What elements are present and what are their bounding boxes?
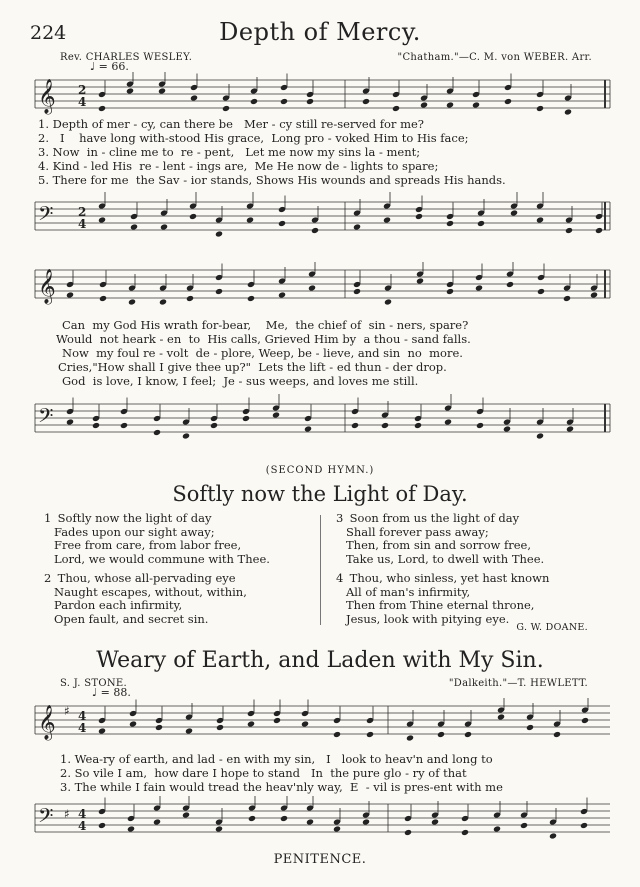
note-head bbox=[590, 291, 598, 298]
verse-line: Soon from us the light of day bbox=[349, 511, 520, 525]
lyric-line: 4. Kind - led His re - lent - ings are, Me He now de - lights to spare; bbox=[38, 159, 439, 173]
note-head bbox=[353, 288, 361, 295]
svg-text:♯: ♯ bbox=[64, 704, 70, 718]
note-head bbox=[351, 422, 359, 429]
svg-text:4: 4 bbox=[78, 709, 87, 723]
note-head bbox=[444, 418, 452, 425]
hymn2-verse-1 bbox=[44, 512, 270, 566]
note-head bbox=[182, 811, 190, 818]
note-head bbox=[278, 291, 286, 298]
note-head bbox=[210, 422, 218, 429]
note-head bbox=[553, 731, 561, 738]
lyric-line: 5. There for me the Sav - ior stands, Shows His wounds and spreads His hands. bbox=[38, 173, 506, 187]
note-head bbox=[248, 815, 256, 822]
note-head bbox=[280, 815, 288, 822]
svg-text:𝄢: 𝄢 bbox=[38, 404, 54, 432]
note-head bbox=[160, 223, 168, 230]
note-head bbox=[247, 295, 255, 302]
note-head bbox=[306, 98, 314, 105]
page-number: 224 bbox=[30, 22, 67, 44]
lyric-line: 2. I have long with-stood His grace, Long pro - voked Him to His face; bbox=[38, 131, 469, 145]
note-head bbox=[520, 822, 528, 829]
note-head bbox=[98, 216, 106, 223]
svg-text:4: 4 bbox=[78, 217, 87, 231]
note-head bbox=[222, 105, 230, 112]
verse-line: Open fault, and secret sin. bbox=[54, 611, 209, 626]
note-head bbox=[581, 717, 589, 724]
note-head bbox=[493, 825, 501, 832]
note-head bbox=[215, 288, 223, 295]
lyric-line: 1. Depth of mer - cy, can there be Mer - cy still re-served for me? bbox=[38, 117, 424, 131]
note-head bbox=[366, 731, 374, 738]
hymn2-verse-2 bbox=[44, 572, 270, 626]
lyric-line: 2. So vile I am, how dare I hope to stand In the pure glo - ry of that bbox=[60, 766, 467, 780]
hymn1-tempo: ♩ = 66. bbox=[90, 60, 129, 73]
hymn3-treble-staff bbox=[30, 698, 615, 746]
note-head bbox=[353, 223, 361, 230]
verse-line: Then, from sin and sorrow free, bbox=[346, 538, 532, 552]
note-head bbox=[384, 298, 392, 305]
lyric-line: Can my God His wrath for-bear, Me, the chief of sin - ners, spare? bbox=[62, 318, 469, 332]
note-head bbox=[301, 720, 309, 727]
note-head bbox=[437, 731, 445, 738]
note-head bbox=[159, 298, 167, 305]
verse-line: Then from Thine eternal throne, bbox=[346, 598, 535, 612]
verse-line: Lord, we would commune with Thee. bbox=[54, 551, 270, 566]
lyric-line: 3. Now in - cline me to re - pent, Let me now my sins la - ment; bbox=[38, 145, 421, 159]
note-head bbox=[66, 291, 74, 298]
note-head bbox=[333, 731, 341, 738]
svg-text:2: 2 bbox=[78, 205, 87, 219]
svg-text:𝄞: 𝄞 bbox=[38, 269, 56, 304]
note-head bbox=[278, 220, 286, 227]
note-head bbox=[566, 425, 574, 432]
svg-text:4: 4 bbox=[78, 807, 87, 821]
note-head bbox=[215, 230, 223, 237]
second-hymn-label: (SECOND HYMN.) bbox=[265, 465, 375, 476]
svg-text:2: 2 bbox=[78, 83, 87, 97]
note-head bbox=[414, 422, 422, 429]
verse-line: Thou, who sinless, yet hast known bbox=[349, 571, 550, 585]
hymn1-bass-staff-1 bbox=[30, 190, 615, 242]
hymn2-title: Softly now the Light of Day. bbox=[172, 482, 468, 506]
note-head bbox=[475, 284, 483, 291]
lyric-line: Would not heark - en to His calls, Grieved Him by a thou - sand falls. bbox=[56, 332, 471, 346]
note-head bbox=[308, 284, 316, 291]
hymn1-author: Rev. CHARLES WESLEY. bbox=[60, 52, 193, 63]
verse-number: 1 bbox=[44, 511, 52, 525]
hymn1-tune: "Chatham."—C. M. von WEBER. Arr. bbox=[397, 52, 592, 63]
note-head bbox=[504, 98, 512, 105]
note-head bbox=[98, 105, 106, 112]
svg-text:𝄞: 𝄞 bbox=[38, 705, 56, 740]
note-head bbox=[98, 822, 106, 829]
hymn3-title: Weary of Earth, and Laden with My Sin. bbox=[96, 648, 544, 673]
note-head bbox=[362, 98, 370, 105]
note-head bbox=[497, 713, 505, 720]
note-head bbox=[92, 422, 100, 429]
note-head bbox=[99, 295, 107, 302]
svg-text:4: 4 bbox=[78, 819, 87, 833]
note-head bbox=[130, 223, 138, 230]
note-head bbox=[126, 87, 134, 94]
svg-text:𝄞: 𝄞 bbox=[38, 79, 56, 114]
hymn3-tune: "Dalkeith."—T. HEWLETT. bbox=[448, 678, 588, 689]
note-head bbox=[595, 227, 603, 234]
note-head bbox=[549, 832, 557, 839]
hymn1-bass-staff-2 bbox=[30, 390, 615, 446]
lyric-line: 1. Wea-ry of earth, and lad - en with my sin, I look to heav'n and long to bbox=[60, 752, 493, 766]
note-head bbox=[580, 822, 588, 829]
hymn3-bass-staff bbox=[30, 796, 615, 844]
note-head bbox=[506, 281, 514, 288]
verse-line: Shall forever pass away; bbox=[346, 524, 489, 539]
note-head bbox=[406, 734, 414, 741]
note-head bbox=[190, 94, 198, 101]
note-head bbox=[182, 432, 190, 439]
note-head bbox=[362, 818, 370, 825]
note-head bbox=[98, 727, 106, 734]
note-head bbox=[537, 288, 545, 295]
hymn3-tempo: ♩ = 88. bbox=[92, 686, 131, 699]
verse-number: 2 bbox=[44, 571, 52, 585]
verse-line: Pardon each infirmity, bbox=[54, 598, 183, 612]
note-head bbox=[215, 825, 223, 832]
verse-number: 4 bbox=[336, 571, 344, 585]
note-head bbox=[128, 298, 136, 305]
verse-line: Softly now the light of day bbox=[57, 511, 212, 525]
note-head bbox=[189, 213, 197, 220]
svg-text:4: 4 bbox=[78, 721, 87, 735]
note-head bbox=[250, 98, 258, 105]
note-head bbox=[564, 108, 572, 115]
column-divider bbox=[320, 515, 321, 625]
lyric-line: Now my foul re - volt de - plore, Weep, be - lieve, and sin no more. bbox=[62, 346, 463, 360]
note-head bbox=[477, 220, 485, 227]
hymn1-treble-staff-1 bbox=[30, 72, 615, 118]
hymn2-author: G. W. DOANE. bbox=[516, 622, 588, 633]
verse-line: Naught escapes, without, within, bbox=[54, 584, 247, 599]
note-head bbox=[155, 724, 163, 731]
lyric-line: 3. The while I fain would tread the heav'nly way, E - vil is pres-ent with me bbox=[60, 780, 503, 794]
hymn3-author: S. J. STONE. bbox=[60, 678, 127, 689]
note-head bbox=[153, 429, 161, 436]
svg-text:𝄢: 𝄢 bbox=[38, 202, 54, 230]
note-head bbox=[333, 825, 341, 832]
note-head bbox=[565, 227, 573, 234]
verse-line: Thou, whose all-pervading eye bbox=[57, 571, 236, 585]
svg-text:♯: ♯ bbox=[64, 807, 70, 821]
note-head bbox=[280, 98, 288, 105]
footer-category: PENITENCE. bbox=[273, 852, 367, 867]
note-head bbox=[536, 432, 544, 439]
note-head bbox=[120, 422, 128, 429]
note-head bbox=[304, 425, 312, 432]
hymn2-verse-3 bbox=[336, 512, 549, 566]
note-head bbox=[185, 727, 193, 734]
note-head bbox=[536, 216, 544, 223]
note-head bbox=[464, 731, 472, 738]
note-head bbox=[272, 411, 280, 418]
svg-text:𝄢: 𝄢 bbox=[38, 804, 54, 832]
svg-text:4: 4 bbox=[78, 95, 87, 109]
note-head bbox=[306, 818, 314, 825]
note-head bbox=[536, 105, 544, 112]
note-head bbox=[216, 724, 224, 731]
note-head bbox=[153, 818, 161, 825]
note-head bbox=[246, 216, 254, 223]
note-head bbox=[415, 213, 423, 220]
note-head bbox=[158, 87, 166, 94]
note-head bbox=[446, 220, 454, 227]
note-head bbox=[127, 825, 135, 832]
verse-line: Jesus, look with pitying eye. bbox=[346, 611, 510, 626]
verse-number: 3 bbox=[336, 511, 344, 525]
hymn1-title: Depth of Mercy. bbox=[219, 18, 421, 46]
note-head bbox=[472, 101, 480, 108]
note-head bbox=[273, 717, 281, 724]
verse-line: Free from care, from labor free, bbox=[54, 538, 242, 552]
lyric-line: Cries,"How shall I give thee up?" Lets the lift - ed thun - der drop. bbox=[58, 360, 447, 374]
note-head bbox=[186, 295, 194, 302]
hymn2-left-column bbox=[44, 512, 270, 632]
note-head bbox=[311, 227, 319, 234]
hymn2-right-column bbox=[336, 512, 549, 632]
note-head bbox=[461, 829, 469, 836]
lyric-line: God is love, I know, I feel; Je - sus weeps, and loves me still. bbox=[62, 374, 419, 388]
note-head bbox=[381, 422, 389, 429]
note-head bbox=[446, 288, 454, 295]
note-head bbox=[247, 720, 255, 727]
note-head bbox=[503, 425, 511, 432]
verse-line: All of man's infirmity, bbox=[346, 584, 471, 599]
verse-line: Fades upon our sight away; bbox=[54, 524, 215, 539]
note-head bbox=[129, 720, 137, 727]
note-head bbox=[392, 105, 400, 112]
note-head bbox=[404, 829, 412, 836]
note-head bbox=[242, 415, 250, 422]
hymn2-verse-4 bbox=[336, 572, 549, 626]
note-head bbox=[526, 724, 534, 731]
note-head bbox=[383, 216, 391, 223]
note-head bbox=[476, 422, 484, 429]
note-head bbox=[66, 418, 74, 425]
verse-line: Take us, Lord, to dwell with Thee. bbox=[346, 551, 545, 566]
note-head bbox=[431, 818, 439, 825]
note-head bbox=[446, 101, 454, 108]
hymn1-treble-staff-2 bbox=[30, 262, 615, 308]
note-head bbox=[416, 277, 424, 284]
note-head bbox=[420, 101, 428, 108]
note-head bbox=[563, 295, 571, 302]
note-head bbox=[510, 209, 518, 216]
